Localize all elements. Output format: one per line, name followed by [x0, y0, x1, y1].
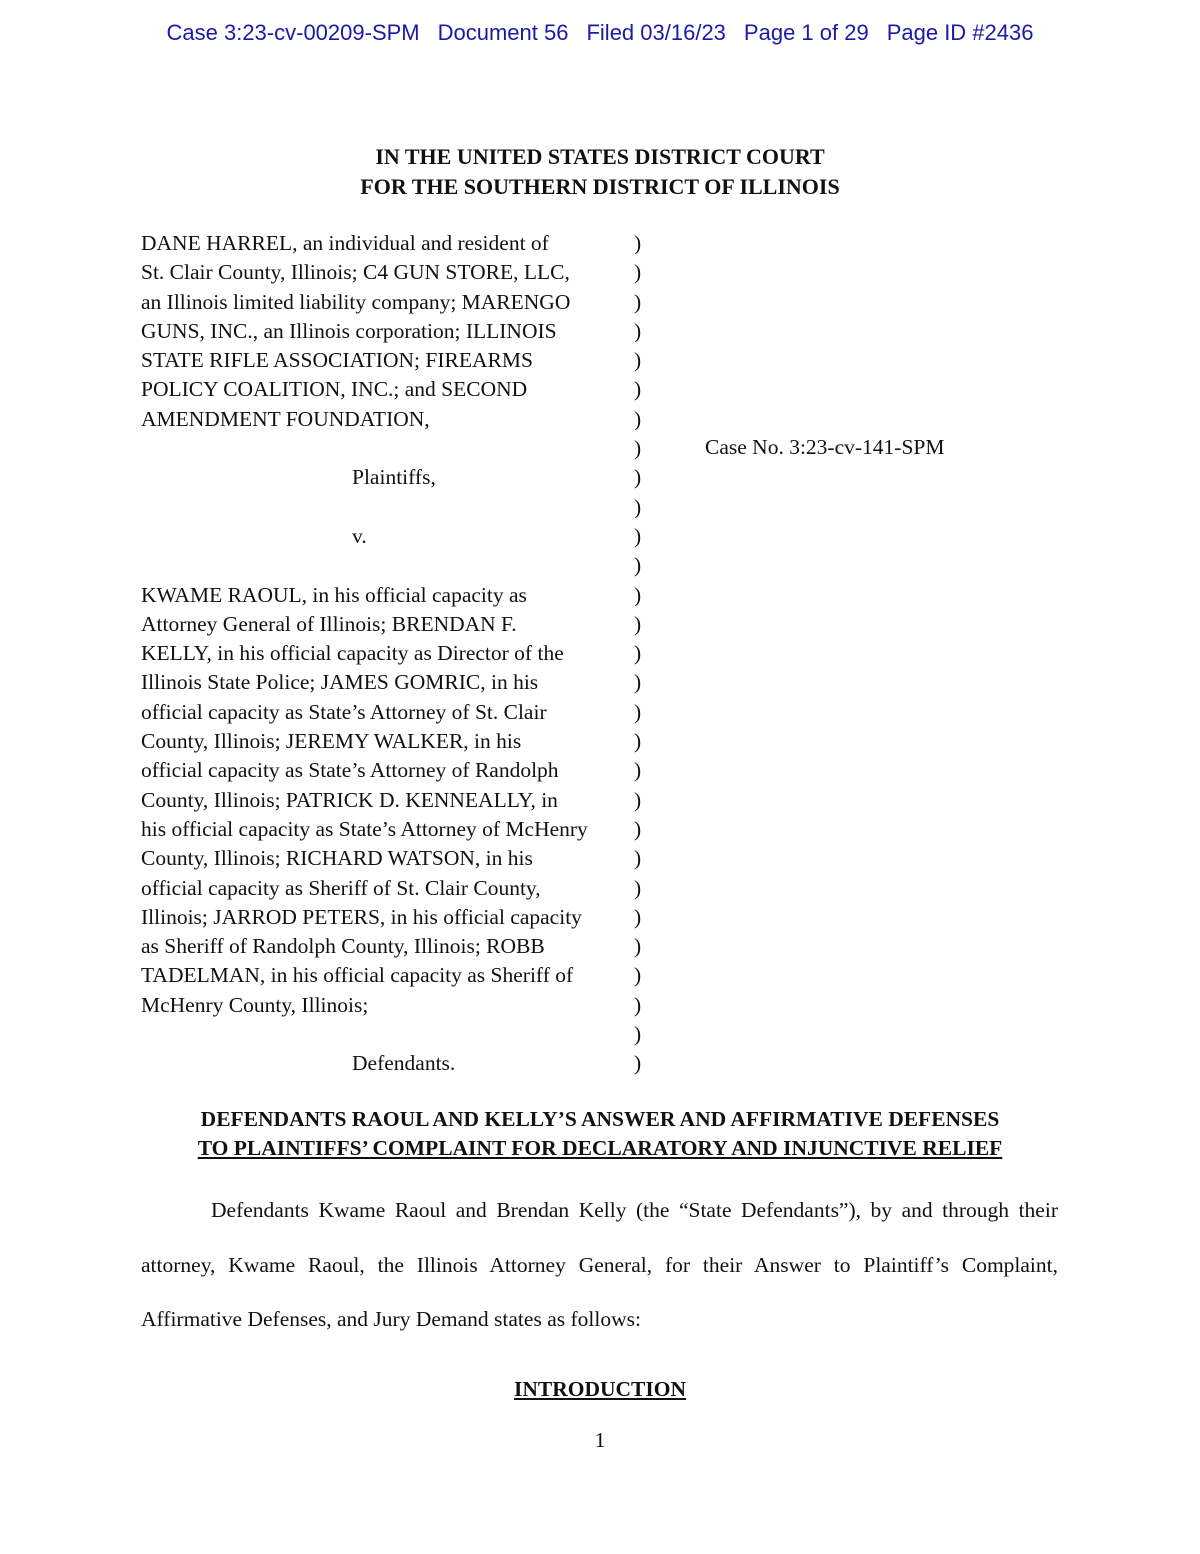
- caption-paren: ): [634, 992, 642, 1017]
- caption-paren: ): [634, 289, 642, 314]
- defendant-line: KWAME RAOUL, in his official capacity as: [141, 582, 527, 607]
- caption-paren: ): [634, 436, 642, 461]
- defendant-line: County, Illinois; RICHARD WATSON, in his: [141, 846, 533, 871]
- caption-spacer: [141, 1020, 641, 1049]
- case-header-stamp: [0, 20, 1200, 46]
- caption-paren: ): [634, 875, 642, 900]
- caption-paren-column: [634, 229, 646, 1079]
- intro-paragraph: Defendants Kwame Raoul and Brendan Kelly (the “State Defendants”), by and through their attorney, Kwame Raoul, the Illinois Attorney General, for their Answer to Plaintiff’s Complaint, Affirmative Defenses, and Jury Demand states as follows:: [141, 1198, 1058, 1331]
- defendant-line: McHenry County, Illinois;: [141, 992, 369, 1017]
- caption-spacer: [141, 551, 641, 580]
- plaintiff-line: St. Clair County, Illinois; C4 GUN STORE, LLC,: [141, 260, 570, 285]
- court-title: [0, 142, 1200, 202]
- defendant-line: as Sheriff of Randolph County, Illinois; ROBB: [141, 934, 545, 959]
- document-title-line-2: TO PLAINTIFFS’ COMPLAINT FOR DECLARATORY AND INJUNCTIVE RELIEF: [197, 1136, 1003, 1160]
- defendant-line: TADELMAN, in his official capacity as Sheriff of: [141, 963, 574, 988]
- defendant-line: County, Illinois; JEREMY WALKER, in his: [141, 729, 522, 754]
- caption-paren: ): [634, 260, 642, 285]
- page-id-stamp: Page ID #2436: [886, 20, 1034, 45]
- caption-paren: ): [634, 523, 642, 548]
- caption-paren: ): [634, 377, 642, 402]
- caption-paren: ): [634, 494, 642, 519]
- page-count-stamp: Page 1 of 29: [743, 20, 869, 45]
- caption-paren: ): [634, 904, 642, 929]
- caption-paren: ): [634, 1022, 642, 1047]
- caption-paren: ): [634, 348, 642, 373]
- defendant-line: official capacity as State’s Attorney of Randolph: [141, 758, 559, 783]
- caption-paren: ): [634, 641, 642, 666]
- defendant-line: Illinois State Police; JAMES GOMRIC, in his: [141, 670, 539, 695]
- defendant-line: official capacity as State’s Attorney of St. Clair: [141, 699, 547, 724]
- plaintiff-line: DANE HARREL, an individual and resident of: [141, 231, 549, 255]
- caption-paren: ): [634, 699, 642, 724]
- caption-paren: ): [634, 846, 642, 871]
- caption-paren: ): [634, 787, 642, 812]
- defendant-line: KELLY, in his official capacity as Director of the: [141, 641, 564, 666]
- caption-paren: ): [634, 670, 642, 695]
- defendant-line: Attorney General of Illinois; BRENDAN F.: [141, 611, 517, 636]
- case-number: Case No. 3:23-cv-141-SPM: [705, 435, 945, 459]
- document-title: [0, 1105, 1200, 1163]
- plaintiff-line: STATE RIFLE ASSOCIATION; FIREARMS: [141, 348, 533, 373]
- caption-paren: ): [634, 758, 642, 783]
- caption-paren: ): [634, 406, 642, 431]
- caption-paren: ): [634, 816, 642, 841]
- plaintiffs-label: Plaintiffs,: [352, 465, 436, 490]
- case-caption: [141, 229, 641, 1079]
- page-number: 1: [594, 1428, 606, 1452]
- caption-paren: ): [634, 729, 642, 754]
- court-title-line-2: FOR THE SOUTHERN DISTRICT OF ILLINOIS: [360, 174, 840, 199]
- caption-paren: ): [634, 318, 642, 343]
- defendant-line: County, Illinois; PATRICK D. KENNEALLY, in: [141, 787, 558, 812]
- section-heading-introduction: INTRODUCTION: [513, 1377, 687, 1401]
- versus-label: v.: [352, 523, 367, 548]
- caption-spacer: [141, 493, 641, 522]
- document-number-stamp: Document 56: [437, 20, 569, 45]
- plaintiff-line: GUNS, INC., an Illinois corporation; ILLINOIS: [141, 318, 557, 343]
- caption-paren: ): [634, 1051, 642, 1076]
- plaintiff-line: AMENDMENT FOUNDATION,: [141, 406, 430, 431]
- caption-spacer: [141, 434, 641, 463]
- court-title-line-1: IN THE UNITED STATES DISTRICT COURT: [375, 144, 825, 169]
- case-number-stamp: Case 3:23-cv-00209-SPM: [166, 20, 420, 45]
- document-title-line-1: DEFENDANTS RAOUL AND KELLY’S ANSWER AND AFFIRMATIVE DEFENSES: [200, 1107, 1000, 1131]
- caption-paren: ): [634, 231, 642, 255]
- caption-paren: ): [634, 465, 642, 490]
- plaintiff-line: an Illinois limited liability company; MARENGO: [141, 289, 571, 314]
- caption-paren: ): [634, 963, 642, 988]
- caption-paren: ): [634, 611, 642, 636]
- defendant-line: his official capacity as State’s Attorney of McHenry: [141, 816, 588, 841]
- filed-date-stamp: Filed 03/16/23: [586, 20, 726, 45]
- defendants-label: Defendants.: [352, 1051, 456, 1076]
- plaintiff-line: POLICY COALITION, INC.; and SECOND: [141, 377, 528, 402]
- caption-paren: ): [634, 553, 642, 578]
- defendant-line: Illinois; JARROD PETERS, in his official capacity: [141, 904, 582, 929]
- caption-paren: ): [634, 582, 642, 607]
- defendant-line: official capacity as Sheriff of St. Clair County,: [141, 875, 541, 900]
- caption-paren: ): [634, 934, 642, 959]
